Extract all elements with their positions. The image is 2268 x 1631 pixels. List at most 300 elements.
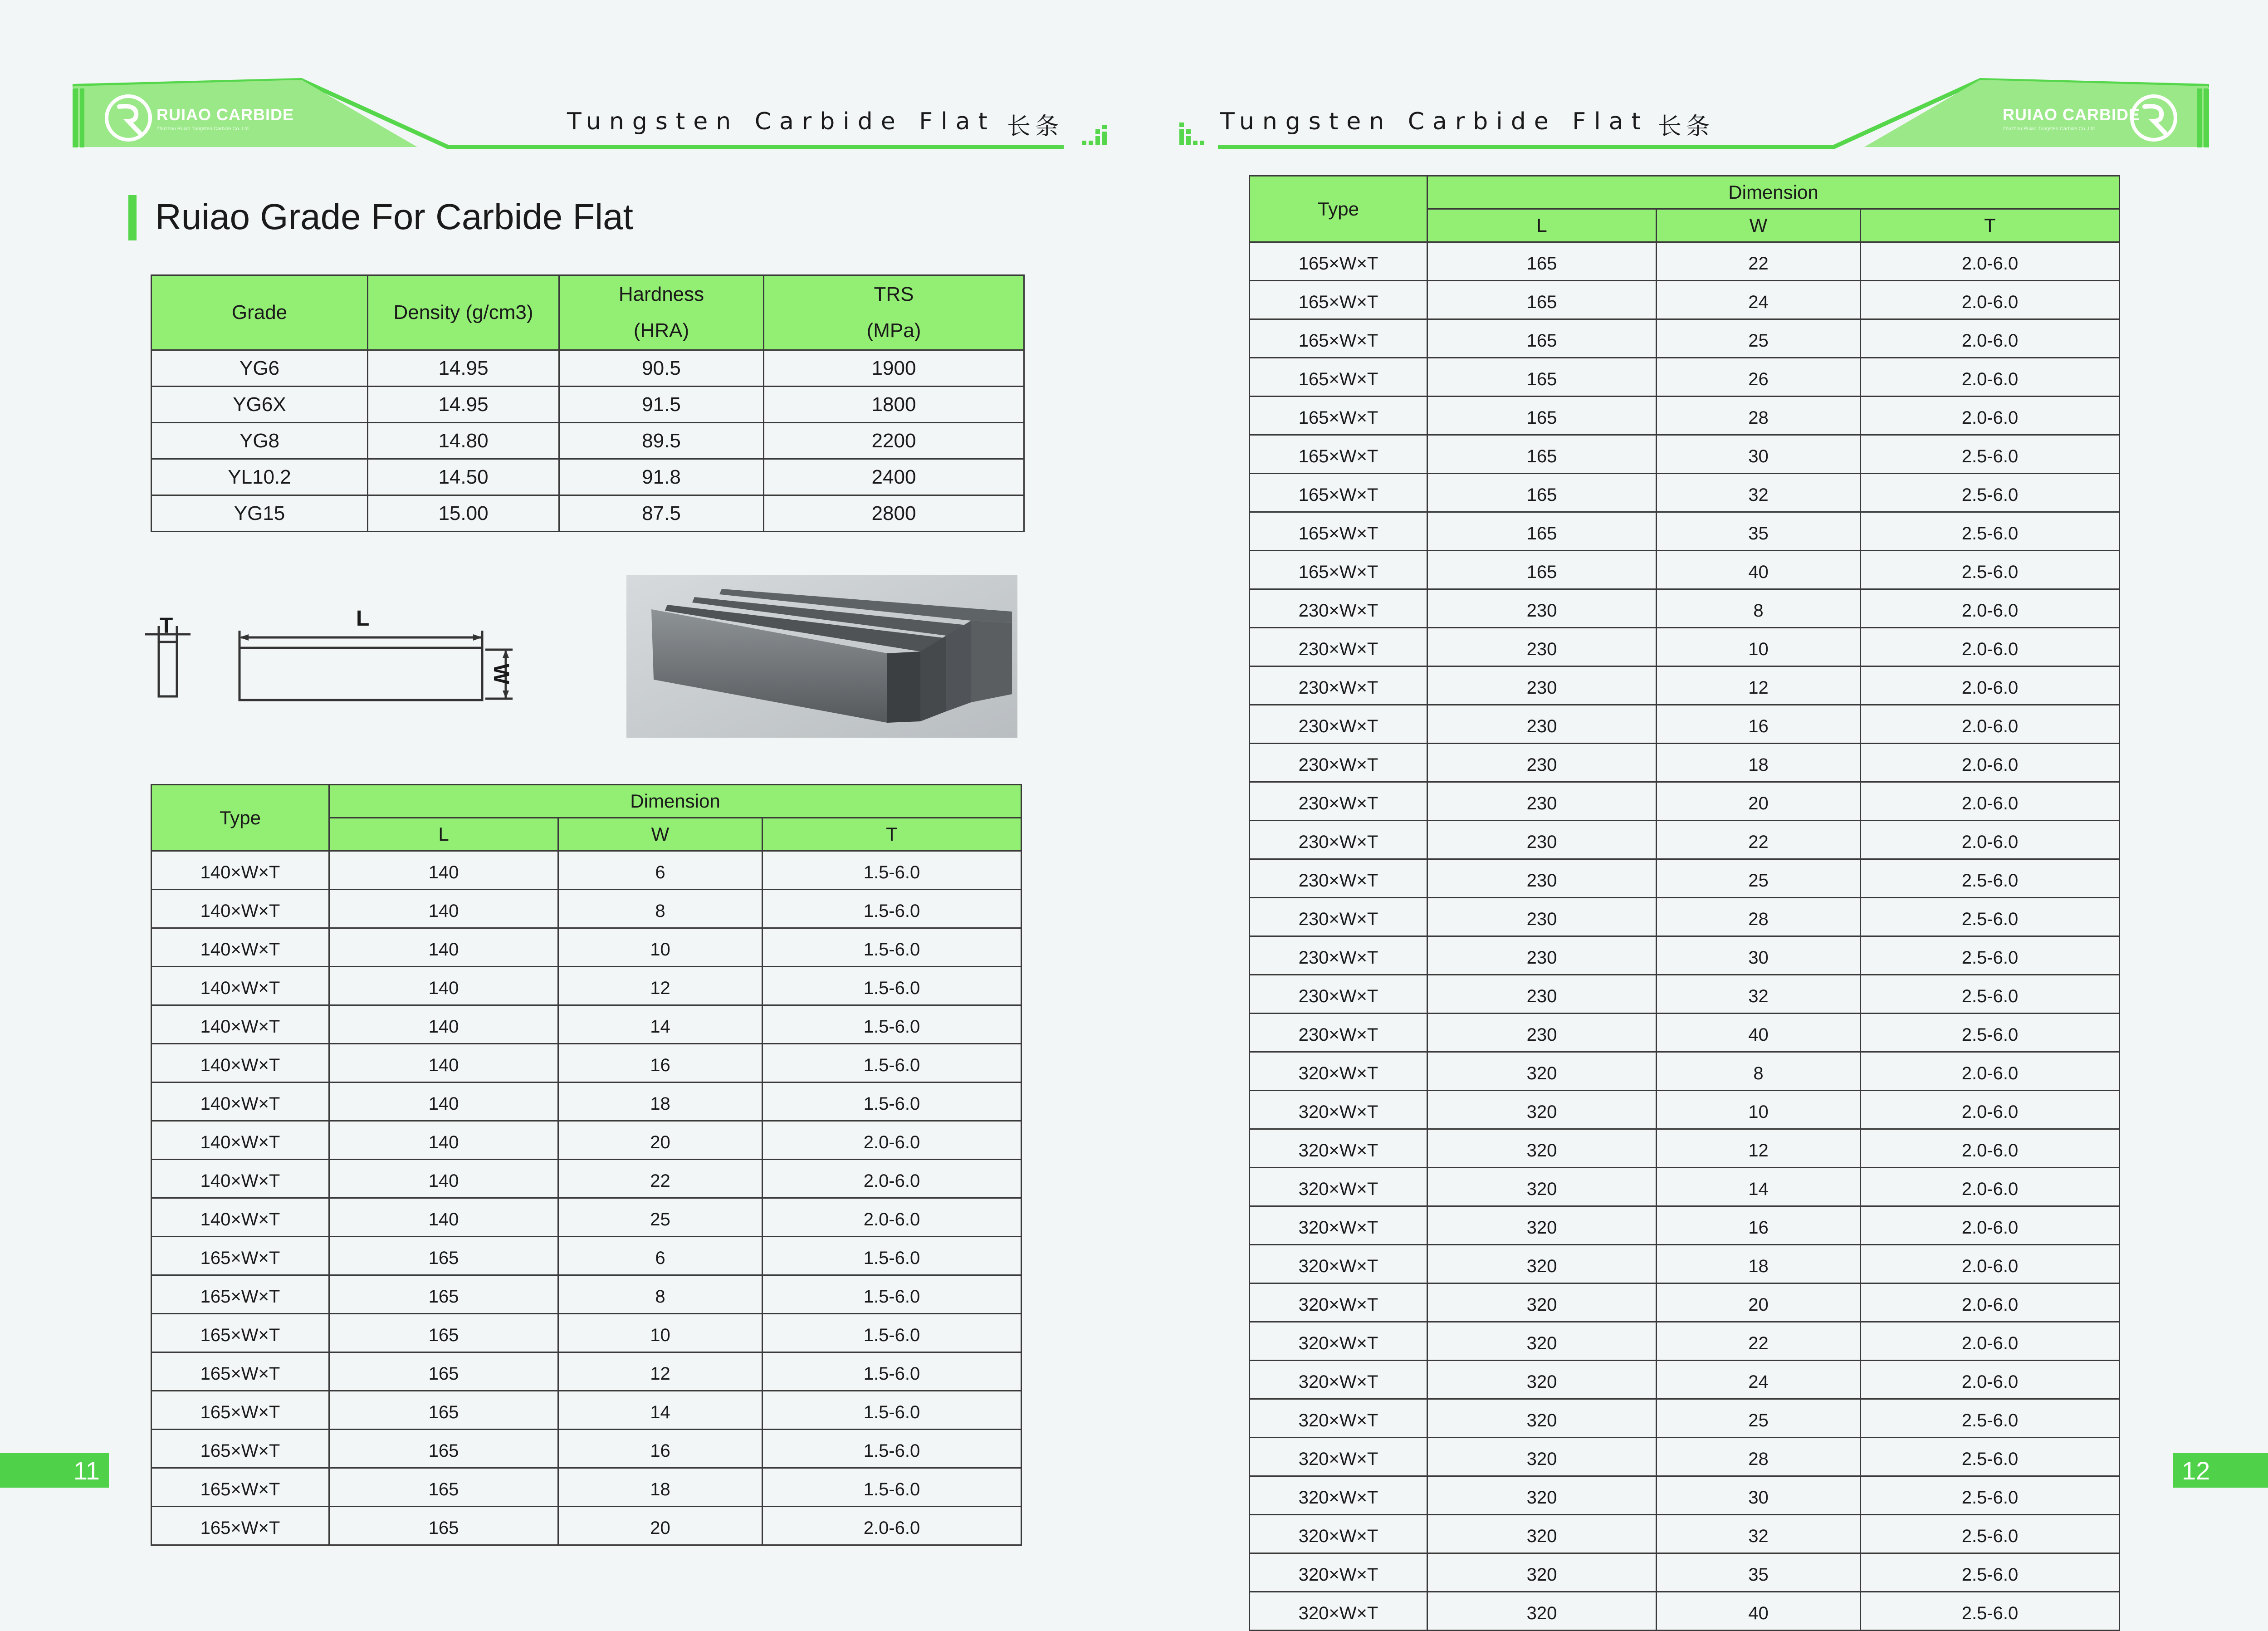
- dimension-row: [152, 1275, 1022, 1314]
- type-cell: 230×W×T: [1250, 628, 1427, 666]
- type-cell: 165×W×T: [152, 1391, 329, 1430]
- dimension-row: [1250, 666, 2120, 705]
- width-cell: 12: [558, 967, 763, 1005]
- thickness-cell: 2.0-6.0: [1861, 628, 2120, 666]
- flat-dimension-diagram: [136, 599, 544, 735]
- type-cell: 165×W×T: [1250, 242, 1427, 281]
- width-cell: 28: [1657, 397, 1861, 435]
- dimension-row: [152, 851, 1022, 890]
- dimension-row: [1250, 1515, 2120, 1553]
- width-cell: 25: [1657, 319, 1861, 358]
- thickness-cell: 1.5-6.0: [763, 1314, 1022, 1352]
- dimension-row: [152, 1237, 1022, 1275]
- width-cell: 6: [558, 1237, 763, 1275]
- width-cell: 22: [1657, 242, 1861, 281]
- hardness-header-line2: (HRA): [633, 319, 689, 342]
- length-cell: 165: [1427, 474, 1657, 512]
- grade-row: [152, 459, 1024, 495]
- width-cell: 20: [558, 1507, 763, 1545]
- type-cell: 230×W×T: [1250, 782, 1427, 821]
- thickness-cell: 2.0-6.0: [1861, 782, 2120, 821]
- type-cell: 140×W×T: [152, 1044, 329, 1082]
- width-cell: 10: [1657, 628, 1861, 666]
- width-cell: 26: [1657, 358, 1861, 397]
- length-cell: 320: [1427, 1515, 1657, 1553]
- type-cell: 320×W×T: [1250, 1438, 1427, 1476]
- thickness-cell: 2.0-6.0: [1861, 705, 2120, 744]
- dimension-row: [1250, 589, 2120, 628]
- length-cell: 165: [1427, 397, 1657, 435]
- thickness-cell: 2.5-6.0: [1861, 1399, 2120, 1438]
- length-cell: 165: [329, 1237, 558, 1275]
- width-cell: 25: [558, 1198, 763, 1237]
- length-cell: 140: [329, 1044, 558, 1082]
- length-cell: 165: [329, 1391, 558, 1430]
- thickness-cell: 2.0-6.0: [1861, 744, 2120, 782]
- dimension-row: [1250, 936, 2120, 975]
- dimension-row: [1250, 975, 2120, 1014]
- header-title: Tungsten Carbide Flat: [567, 108, 996, 135]
- type-cell: 140×W×T: [152, 1082, 329, 1121]
- width-cell: 30: [1657, 435, 1861, 474]
- type-cell: 140×W×T: [152, 1198, 329, 1237]
- length-cell: 320: [1427, 1476, 1657, 1515]
- type-cell: 320×W×T: [1250, 1052, 1427, 1091]
- type-cell: 230×W×T: [1250, 744, 1427, 782]
- dimension-row: [1250, 782, 2120, 821]
- width-cell: 14: [558, 1391, 763, 1430]
- grade-table-header: [152, 275, 1024, 350]
- type-cell: 320×W×T: [1250, 1515, 1427, 1553]
- type-cell: 140×W×T: [152, 1121, 329, 1160]
- logo-subtitle-right: Zhuzhou Ruiao Tungsten Carbide Co.,Ltd: [2003, 126, 2095, 132]
- density-cell: 14.80: [368, 423, 559, 459]
- dimension-row: [1250, 1168, 2120, 1206]
- diagram-label-w: W: [489, 663, 513, 685]
- thickness-cell: 2.0-6.0: [1861, 1322, 2120, 1361]
- type-cell: 320×W×T: [1250, 1322, 1427, 1361]
- thickness-cell: 2.0-6.0: [763, 1160, 1022, 1198]
- dimension-row: [1250, 1553, 2120, 1592]
- thickness-cell: 2.0-6.0: [763, 1507, 1022, 1545]
- width-cell: 20: [1657, 782, 1861, 821]
- type-cell: 165×W×T: [1250, 474, 1427, 512]
- length-cell: 230: [1427, 821, 1657, 859]
- dimension-row: [152, 1121, 1022, 1160]
- type-cell: 230×W×T: [1250, 589, 1427, 628]
- width-cell: 10: [558, 928, 763, 967]
- density-header: Density (g/cm3): [368, 275, 559, 350]
- dimension-row: [1250, 1322, 2120, 1361]
- hardness-cell: 91.8: [559, 459, 764, 495]
- length-cell: 140: [329, 1082, 558, 1121]
- density-cell: 15.00: [368, 495, 559, 532]
- type-cell: 165×W×T: [1250, 281, 1427, 319]
- right-header: [1141, 0, 2268, 163]
- length-cell: 320: [1427, 1399, 1657, 1438]
- length-cell: 165: [329, 1507, 558, 1545]
- w-header: W: [558, 818, 763, 851]
- dimension-row: [152, 928, 1022, 967]
- page-number-left: 11: [0, 1453, 109, 1488]
- type-cell: 230×W×T: [1250, 859, 1427, 898]
- width-cell: 16: [558, 1044, 763, 1082]
- width-cell: 24: [1657, 281, 1861, 319]
- type-cell: 320×W×T: [1250, 1592, 1427, 1631]
- trs-cell: 1800: [764, 387, 1024, 423]
- length-cell: 140: [329, 1198, 558, 1237]
- dimension-row: [1250, 628, 2120, 666]
- trs-cell: 1900: [764, 350, 1024, 387]
- diagram-label-t: T: [160, 614, 173, 638]
- type-cell: 320×W×T: [1250, 1245, 1427, 1283]
- dimension-header-right: Dimension: [1427, 176, 2120, 209]
- thickness-cell: 1.5-6.0: [763, 1352, 1022, 1391]
- dimension-row: [1250, 397, 2120, 435]
- type-cell: 230×W×T: [1250, 666, 1427, 705]
- dimension-row: [1250, 1091, 2120, 1129]
- dimension-row: [1250, 1283, 2120, 1322]
- type-cell: 165×W×T: [1250, 551, 1427, 589]
- width-cell: 28: [1657, 1438, 1861, 1476]
- width-cell: 40: [1657, 551, 1861, 589]
- length-cell: 165: [329, 1314, 558, 1352]
- grade-row: [152, 495, 1024, 532]
- width-cell: 12: [558, 1352, 763, 1391]
- length-cell: 165: [1427, 319, 1657, 358]
- type-cell: 230×W×T: [1250, 898, 1427, 936]
- type-cell: 230×W×T: [1250, 936, 1427, 975]
- length-cell: 320: [1427, 1438, 1657, 1476]
- length-cell: 320: [1427, 1168, 1657, 1206]
- type-cell: 140×W×T: [152, 851, 329, 890]
- type-cell: 140×W×T: [152, 967, 329, 1005]
- grade-header: Grade: [152, 275, 368, 350]
- hardness-header: [559, 275, 764, 350]
- width-cell: 40: [1657, 1014, 1861, 1052]
- length-cell: 230: [1427, 589, 1657, 628]
- width-cell: 30: [1657, 936, 1861, 975]
- type-cell: 165×W×T: [152, 1275, 329, 1314]
- t-header-right: T: [1861, 209, 2120, 242]
- thickness-cell: 2.0-6.0: [1861, 666, 2120, 705]
- type-cell: 320×W×T: [1250, 1091, 1427, 1129]
- thickness-cell: 2.5-6.0: [1861, 512, 2120, 551]
- width-cell: 14: [1657, 1168, 1861, 1206]
- thickness-cell: 2.0-6.0: [1861, 1052, 2120, 1091]
- width-cell: 22: [1657, 821, 1861, 859]
- type-cell: 165×W×T: [1250, 512, 1427, 551]
- grade-cell: YG6: [152, 350, 368, 387]
- carbide-flat-photo: [626, 575, 1017, 738]
- trs-cell: 2800: [764, 495, 1024, 532]
- type-cell: 320×W×T: [1250, 1361, 1427, 1399]
- thickness-cell: 2.5-6.0: [1861, 1476, 2120, 1515]
- dimension-row: [1250, 1399, 2120, 1438]
- grade-cell: YG8: [152, 423, 368, 459]
- length-cell: 140: [329, 928, 558, 967]
- type-cell: 165×W×T: [152, 1352, 329, 1391]
- length-cell: 320: [1427, 1091, 1657, 1129]
- dimension-row: [1250, 435, 2120, 474]
- thickness-cell: 1.5-6.0: [763, 1237, 1022, 1275]
- type-cell: 165×W×T: [152, 1237, 329, 1275]
- width-cell: 18: [558, 1468, 763, 1507]
- width-cell: 25: [1657, 859, 1861, 898]
- type-cell: 140×W×T: [152, 890, 329, 928]
- dimension-row: [1250, 1476, 2120, 1515]
- dimension-row: [152, 1314, 1022, 1352]
- type-cell: 165×W×T: [1250, 397, 1427, 435]
- type-cell: 165×W×T: [152, 1507, 329, 1545]
- width-cell: 32: [1657, 975, 1861, 1014]
- type-cell: 320×W×T: [1250, 1129, 1427, 1168]
- width-cell: 30: [1657, 1476, 1861, 1515]
- width-cell: 32: [1657, 474, 1861, 512]
- type-cell: 320×W×T: [1250, 1399, 1427, 1438]
- length-cell: 165: [329, 1468, 558, 1507]
- width-cell: 16: [1657, 1206, 1861, 1245]
- width-cell: 20: [558, 1121, 763, 1160]
- width-cell: 18: [558, 1082, 763, 1121]
- type-header: Type: [152, 785, 329, 851]
- width-cell: 10: [558, 1314, 763, 1352]
- thickness-cell: 2.0-6.0: [1861, 397, 2120, 435]
- dimension-row: [1250, 319, 2120, 358]
- length-cell: 230: [1427, 666, 1657, 705]
- logo-text-right: RUIAO CARBIDE: [2003, 105, 2141, 124]
- thickness-cell: 1.5-6.0: [763, 967, 1022, 1005]
- dimension-row: [152, 1430, 1022, 1468]
- dimension-row: [1250, 512, 2120, 551]
- dimension-row: [152, 1005, 1022, 1044]
- thickness-cell: 2.0-6.0: [763, 1198, 1022, 1237]
- section-title-bar: [128, 195, 137, 240]
- dimension-row: [1250, 898, 2120, 936]
- dimension-row: [152, 1391, 1022, 1430]
- thickness-cell: 1.5-6.0: [763, 1044, 1022, 1082]
- length-cell: 230: [1427, 782, 1657, 821]
- trs-cell: 2400: [764, 459, 1024, 495]
- thickness-cell: 1.5-6.0: [763, 928, 1022, 967]
- right-table-header-row-1: [1250, 176, 2120, 209]
- type-cell: 165×W×T: [152, 1468, 329, 1507]
- thickness-cell: 1.5-6.0: [763, 1005, 1022, 1044]
- type-cell: 320×W×T: [1250, 1553, 1427, 1592]
- grade-table: [151, 274, 1025, 532]
- length-cell: 165: [329, 1352, 558, 1391]
- length-cell: 230: [1427, 859, 1657, 898]
- dimension-row: [1250, 474, 2120, 512]
- dimension-row: [1250, 551, 2120, 589]
- thickness-cell: 2.0-6.0: [1861, 281, 2120, 319]
- right-dimension-table: [1249, 175, 2120, 1631]
- type-cell: 230×W×T: [1250, 821, 1427, 859]
- density-cell: 14.95: [368, 387, 559, 423]
- length-cell: 230: [1427, 936, 1657, 975]
- hardness-cell: 87.5: [559, 495, 764, 532]
- type-cell: 320×W×T: [1250, 1283, 1427, 1322]
- thickness-cell: 2.5-6.0: [1861, 975, 2120, 1014]
- width-cell: 12: [1657, 1129, 1861, 1168]
- dimension-row: [152, 1507, 1022, 1545]
- width-cell: 12: [1657, 666, 1861, 705]
- grade-row: [152, 423, 1024, 459]
- grade-cell: YG15: [152, 495, 368, 532]
- hardness-cell: 90.5: [559, 350, 764, 387]
- density-cell: 14.50: [368, 459, 559, 495]
- length-cell: 165: [1427, 512, 1657, 551]
- dimension-row: [1250, 1129, 2120, 1168]
- thickness-cell: 2.5-6.0: [1861, 1515, 2120, 1553]
- length-cell: 230: [1427, 744, 1657, 782]
- grade-row: [152, 387, 1024, 423]
- thickness-cell: 2.5-6.0: [1861, 1438, 2120, 1476]
- length-cell: 165: [1427, 242, 1657, 281]
- dimension-row: [1250, 705, 2120, 744]
- left-table-header-row-1: [152, 785, 1022, 818]
- trs-header-line2: (MPa): [866, 319, 921, 342]
- thickness-cell: 2.5-6.0: [1861, 551, 2120, 589]
- length-cell: 320: [1427, 1361, 1657, 1399]
- width-cell: 35: [1657, 512, 1861, 551]
- dimension-row: [1250, 821, 2120, 859]
- thickness-cell: 2.5-6.0: [1861, 1014, 2120, 1052]
- density-cell: 14.95: [368, 350, 559, 387]
- hardness-cell: 89.5: [559, 423, 764, 459]
- page-number-right: 12: [2173, 1453, 2268, 1488]
- length-cell: 320: [1427, 1206, 1657, 1245]
- width-cell: 18: [1657, 1245, 1861, 1283]
- dimension-row: [1250, 1592, 2120, 1631]
- type-cell: 165×W×T: [1250, 435, 1427, 474]
- length-cell: 165: [329, 1275, 558, 1314]
- trs-cell: 2200: [764, 423, 1024, 459]
- grade-row: [152, 350, 1024, 387]
- logo-icon: [103, 93, 153, 143]
- length-cell: 320: [1427, 1283, 1657, 1322]
- type-cell: 165×W×T: [1250, 358, 1427, 397]
- width-cell: 14: [558, 1005, 763, 1044]
- width-cell: 8: [558, 890, 763, 928]
- length-cell: 165: [329, 1430, 558, 1468]
- dimension-row: [1250, 1361, 2120, 1399]
- thickness-cell: 2.5-6.0: [1861, 859, 2120, 898]
- dimension-row: [152, 1352, 1022, 1391]
- section-title: Ruiao Grade For Carbide Flat: [155, 196, 633, 237]
- dimension-row: [1250, 744, 2120, 782]
- thickness-cell: 2.0-6.0: [1861, 1206, 2120, 1245]
- width-cell: 20: [1657, 1283, 1861, 1322]
- dimension-row: [1250, 1052, 2120, 1091]
- type-cell: 165×W×T: [152, 1314, 329, 1352]
- thickness-cell: 2.0-6.0: [1861, 589, 2120, 628]
- left-header: [0, 0, 1141, 163]
- type-cell: 140×W×T: [152, 928, 329, 967]
- length-cell: 140: [329, 967, 558, 1005]
- length-cell: 230: [1427, 628, 1657, 666]
- trs-header: [764, 275, 1024, 350]
- l-header: L: [329, 818, 558, 851]
- type-cell: 230×W×T: [1250, 1014, 1427, 1052]
- thickness-cell: 2.5-6.0: [1861, 898, 2120, 936]
- l-header-right: L: [1427, 209, 1657, 242]
- width-cell: 8: [558, 1275, 763, 1314]
- dimension-row: [152, 890, 1022, 928]
- thickness-cell: 2.0-6.0: [1861, 1361, 2120, 1399]
- grade-cell: YG6X: [152, 387, 368, 423]
- dimension-row: [152, 1044, 1022, 1082]
- logo-text: RUIAO CARBIDE: [156, 105, 294, 124]
- thickness-cell: 1.5-6.0: [763, 1468, 1022, 1507]
- type-cell: 140×W×T: [152, 1005, 329, 1044]
- type-cell: 165×W×T: [1250, 319, 1427, 358]
- length-cell: 140: [329, 1121, 558, 1160]
- thickness-cell: 1.5-6.0: [763, 1082, 1022, 1121]
- thickness-cell: 1.5-6.0: [763, 1391, 1022, 1430]
- thickness-cell: 2.0-6.0: [1861, 1091, 2120, 1129]
- dimension-row: [152, 1198, 1022, 1237]
- width-cell: 10: [1657, 1091, 1861, 1129]
- thickness-cell: 2.0-6.0: [1861, 1283, 2120, 1322]
- width-cell: 8: [1657, 589, 1861, 628]
- left-header-banner: [0, 0, 1141, 163]
- type-header-right: Type: [1250, 176, 1427, 242]
- type-cell: 140×W×T: [152, 1160, 329, 1198]
- type-cell: 165×W×T: [152, 1430, 329, 1468]
- thickness-cell: 2.0-6.0: [1861, 1168, 2120, 1206]
- width-cell: 18: [1657, 744, 1861, 782]
- thickness-cell: 2.0-6.0: [1861, 1129, 2120, 1168]
- trs-header-line1: TRS: [874, 283, 914, 305]
- w-header-right: W: [1657, 209, 1861, 242]
- width-cell: 35: [1657, 1553, 1861, 1592]
- dimension-header: Dimension: [329, 785, 1022, 818]
- thickness-cell: 2.5-6.0: [1861, 1592, 2120, 1631]
- width-cell: 28: [1657, 898, 1861, 936]
- length-cell: 320: [1427, 1553, 1657, 1592]
- dimension-row: [1250, 242, 2120, 281]
- thickness-cell: 2.0-6.0: [1861, 242, 2120, 281]
- length-cell: 320: [1427, 1052, 1657, 1091]
- width-cell: 25: [1657, 1399, 1861, 1438]
- dimension-row: [1250, 1014, 2120, 1052]
- length-cell: 320: [1427, 1322, 1657, 1361]
- type-cell: 320×W×T: [1250, 1168, 1427, 1206]
- thickness-cell: 1.5-6.0: [763, 851, 1022, 890]
- hardness-header-line1: Hardness: [618, 283, 704, 305]
- dimension-row: [1250, 1245, 2120, 1283]
- dimension-row: [1250, 1438, 2120, 1476]
- thickness-cell: 2.0-6.0: [763, 1121, 1022, 1160]
- type-cell: 230×W×T: [1250, 705, 1427, 744]
- grade-cell: YL10.2: [152, 459, 368, 495]
- width-cell: 6: [558, 851, 763, 890]
- width-cell: 40: [1657, 1592, 1861, 1631]
- header-title-cn-right: 长条: [1658, 113, 1715, 140]
- length-cell: 320: [1427, 1592, 1657, 1631]
- thickness-cell: 2.0-6.0: [1861, 821, 2120, 859]
- dimension-row: [152, 1160, 1022, 1198]
- length-cell: 165: [1427, 281, 1657, 319]
- width-cell: 22: [558, 1160, 763, 1198]
- length-cell: 230: [1427, 705, 1657, 744]
- dimension-row: [1250, 281, 2120, 319]
- dimension-row: [152, 1468, 1022, 1507]
- length-cell: 140: [329, 890, 558, 928]
- length-cell: 230: [1427, 1014, 1657, 1052]
- type-cell: 320×W×T: [1250, 1476, 1427, 1515]
